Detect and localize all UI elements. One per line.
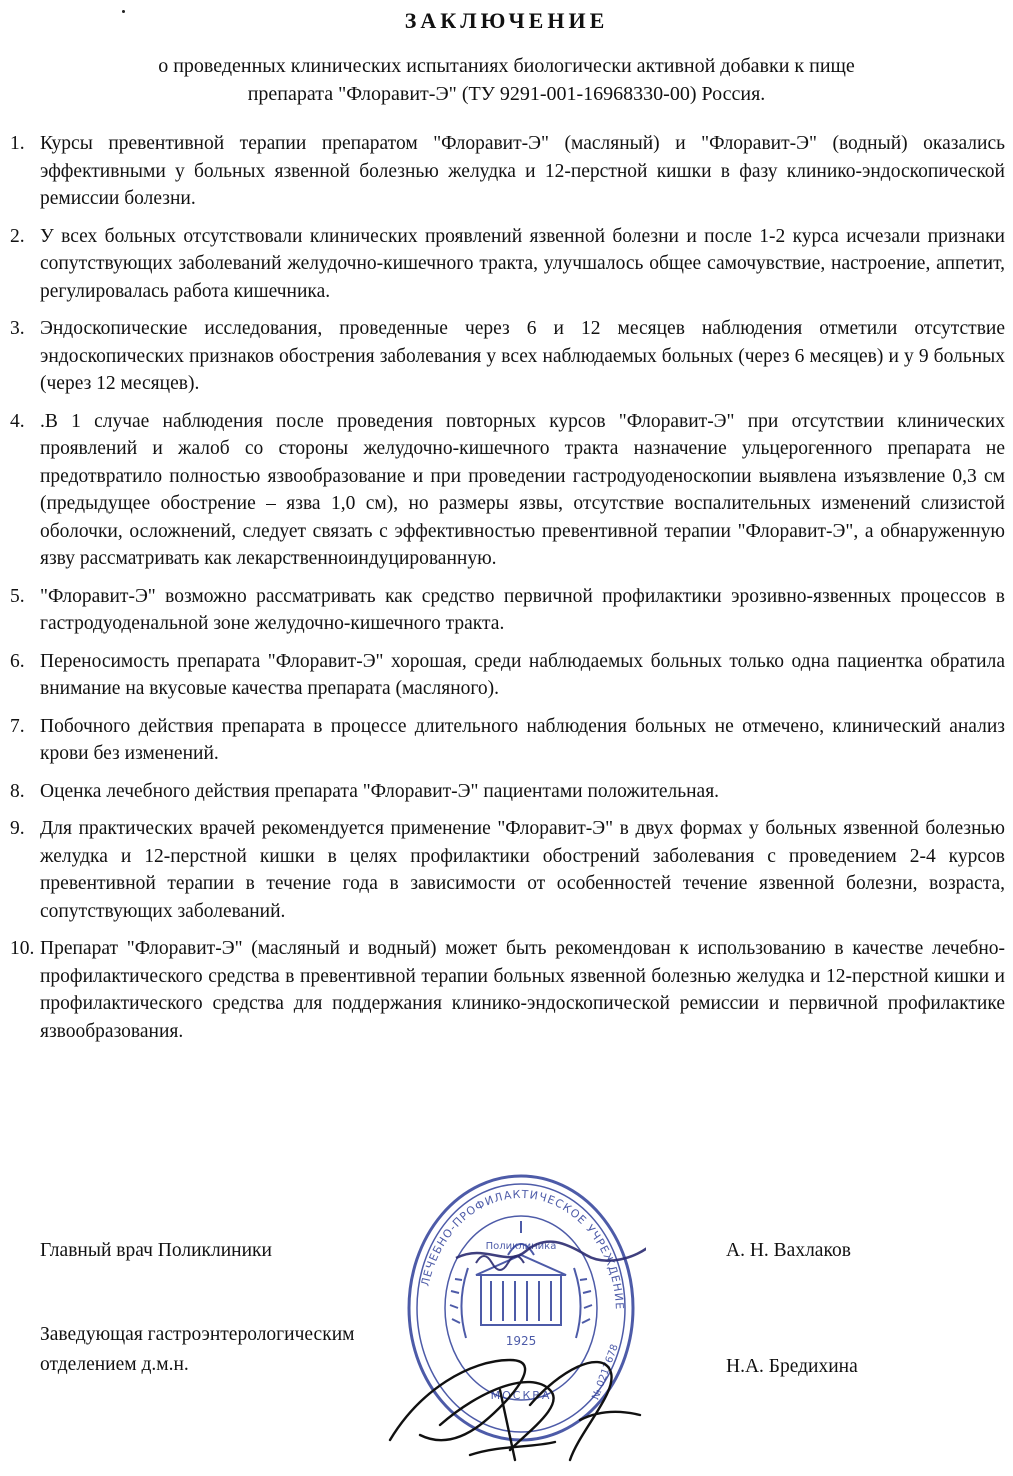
stamp-inner-text: Поликлиника — [485, 1241, 557, 1252]
chief-doctor-title: Главный врач Поликлиники — [40, 1240, 272, 1261]
handwritten-signature — [380, 1330, 670, 1470]
item-number: 3. — [10, 318, 25, 339]
head-title-line-2: отделением д.м.н. — [40, 1354, 189, 1375]
document-title: ЗАКЛЮЧЕНИЕ — [404, 8, 609, 33]
item-text: У всех больных отсутствовали клинических проявлений язвенной болезни и после 1-2 курса исчезали признаки сопутствующих заболеваний желудочно-кишечного тракта, улучшалось общее самочувствие, настроение, аппетит, регулировалась работа кишечника. — [40, 225, 1005, 302]
subtitle-line-2: препарата "Флоравит-Э" (ТУ 9291-001-16968330-00) Россия. — [247, 83, 766, 105]
list-item — [10, 315, 1005, 398]
stamp-city: МОСКВА — [490, 1389, 552, 1402]
head-title-line-1: Заведующая гастроэнтерологическим — [40, 1324, 355, 1345]
item-text: Оценка лечебного действия препарата "Флоравит-Э" пациентами положительная. — [40, 780, 720, 802]
list-item — [10, 408, 1005, 573]
item-number: 5. — [10, 585, 25, 607]
item-number: 10. — [10, 938, 35, 959]
item-number: 6. — [10, 650, 25, 672]
item-text: Для практических врачей рекомендуется применение "Флоравит-Э" в двух формах у больных язвенной болезнью желудка и 12-перстной кишки в целях профилактики обострений заболевания с проведением 2-4 курсов превентивной терапии в течение года в зависимости от особенностей течение язвенной болезни, возраста, сопутствующих заболеваний. — [40, 818, 1005, 922]
stamp-number: № 0217678 — [590, 1342, 621, 1402]
chief-doctor-name: А. Н. Вахлаков — [726, 1240, 851, 1261]
item-text: "Флоравит-Э" возможно рассматривать как средство первичной профилактики эрозивно-язвенных процессов в гастродуоденальной зоне желудочно-кишечного тракта. — [40, 585, 1005, 634]
head-of-department-title — [40, 1320, 354, 1380]
subtitle-line-1: о проведенных клинических испытаниях биологически активной добавки к пище — [158, 55, 855, 77]
list-item — [10, 583, 1005, 638]
list-item — [10, 130, 1005, 213]
conclusion-list — [10, 130, 1005, 1055]
item-text: Эндоскопические исследования, проведенные через 6 и 12 месяцев наблюдения отметили отсутствие эндоскопических признаков обострения заболевания у всех наблюдаемых больных (через 6 месяцев) и у 9 больных (через 12 месяцев). — [40, 318, 1005, 394]
item-number: 1. — [10, 133, 25, 154]
item-text: Побочного действия препарата в процессе длительного наблюдения больных не отмечено, клинический анализ крови без изменений. — [40, 715, 1005, 764]
item-number: 9. — [10, 818, 25, 839]
list-item — [10, 778, 1005, 806]
document-subtitle — [60, 52, 953, 108]
svg-text:ЛЕЧЕБНО-ПРОФИЛАКТИЧЕСКОЕ УЧРЕЖ: ЛЕЧЕБНО-ПРОФИЛАКТИЧЕСКОЕ УЧРЕЖДЕНИЕ — [418, 1187, 627, 1311]
item-number: 7. — [10, 715, 25, 737]
item-number: 2. — [10, 225, 25, 247]
stamp-year: 1925 — [505, 1334, 537, 1348]
item-text: .В 1 случае наблюдения после проведения повторных курсов "Флоравит-Э" при отсутствии клинических проявлений и жалоб со стороны желудочно-кишечного тракта назначение ульцерогенного препарата не предотвратило полностью язвообразование и при проведении гастродуоденоскопии выявлена изъязвление 0,3 см (предыдущее обострение – язва 1,0 см), но размеры язвы, отсутствие воспалительных изменений слизистой оболочки, осложнений, следует связать с эффективностью превентивной терапии "Флоравит-Э", а обнаруженную язву рассматривать как лекарственноиндуцированную. — [40, 410, 1005, 569]
item-number: 8. — [10, 780, 25, 802]
list-item — [10, 648, 1005, 703]
item-text: Препарат "Флоравит-Э" (масляный и водный) может быть рекомендован к использованию в качестве лечебно-профилактического средства в превентивной терапии больных язвенной болезнью желудка и 12-перстной кишки и профилактического средства для поддержания клинико-эндоскопической ремиссии и первичной профилактике язвообразования. — [40, 938, 1005, 1042]
item-text: Курсы превентивной терапии препаратом "Флоравит-Э" (масляный) и "Флоравит-Э" (водный) оказались эффективными у больных язвенной болезнью желудка и 12-перстной кишки в фазу клинико-эндоскопической ремиссии болезни. — [40, 133, 1005, 209]
list-item — [10, 223, 1005, 306]
list-item — [10, 713, 1005, 768]
item-text: Переносимость препарата "Флоравит-Э" хорошая, среди наблюдаемых больных только одна пациентка обратила внимание на вкусовые качества препарата (масляного). — [40, 650, 1005, 699]
list-item — [10, 935, 1005, 1045]
head-of-department-name: Н.А. Бредихина — [726, 1356, 858, 1377]
list-item — [10, 815, 1005, 925]
item-number: 4. — [10, 410, 25, 432]
